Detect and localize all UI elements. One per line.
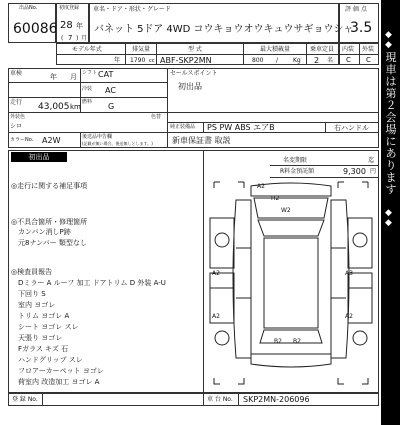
inspector-line-2: 下回り S bbox=[18, 290, 46, 298]
diamond-icon-bottom-1: ◆ bbox=[385, 208, 392, 218]
recall-label: 後送品申告欄 bbox=[82, 134, 113, 140]
reg-month: 7 bbox=[68, 34, 73, 42]
car-name-label: 車名・ドア・形状・グレード bbox=[93, 6, 171, 13]
footer-row bbox=[8, 393, 379, 406]
color-change-label: 色替 bbox=[151, 114, 162, 120]
reg-month-close: ) bbox=[76, 35, 79, 42]
defects-label: ◎不具合箇所・修理箇所 bbox=[11, 218, 88, 226]
capacity-label: 乗車定員 bbox=[310, 46, 335, 53]
inspector-line-10: 荷室内 改造加工 ヨゴレ A bbox=[18, 378, 100, 386]
fuel-value: G bbox=[108, 102, 115, 111]
mileage-value: 43,005 bbox=[38, 102, 70, 112]
eval-score: 3.5 bbox=[350, 20, 373, 36]
capacity-value: 2 bbox=[314, 56, 320, 65]
car-damage-diagram bbox=[206, 178, 376, 390]
equipment-label: 純正装備品 bbox=[170, 124, 196, 130]
ext-color-value: シロ bbox=[10, 123, 23, 130]
sales-point-value: 初出品 bbox=[178, 82, 202, 91]
marker-right-lower-a2: A2 bbox=[345, 313, 353, 320]
inspector-line-9: フロアーカーペット ヨゴレ bbox=[18, 367, 104, 375]
marker-left-a2: A2 bbox=[212, 270, 220, 277]
car-name-cell bbox=[89, 3, 354, 43]
displacement-value: 1790 bbox=[130, 57, 146, 64]
defect-line-2: 元8ナンバー 類型なし bbox=[18, 239, 87, 247]
reg-no-label: 登 録 No. bbox=[12, 396, 38, 403]
inspector-line-3: 室内 ヨゴレ bbox=[18, 301, 56, 309]
fuel-label: 燃料 bbox=[82, 99, 93, 105]
diamond-icon-bottom-2: ◆ bbox=[385, 218, 392, 228]
mileage-unit: km bbox=[70, 103, 81, 111]
payload-value: 800 bbox=[252, 57, 264, 64]
recall-note: (記載が無い場合、後送無しとします。) bbox=[82, 141, 153, 146]
first-registration-cell bbox=[56, 3, 89, 43]
warranty-limit-value: 迄 bbox=[368, 157, 375, 164]
steering-value: 右ハンドル bbox=[334, 124, 369, 132]
model-year-value: 年 bbox=[114, 57, 121, 64]
exterior-label: 外装 bbox=[362, 46, 375, 53]
reg-month-unit: 月 bbox=[81, 35, 88, 42]
marker-rear-b2-right: B2 bbox=[293, 338, 301, 345]
ext-color-label: 外装色 bbox=[10, 114, 26, 120]
shift-value: CAT bbox=[98, 70, 114, 79]
color-no-value: A2W bbox=[42, 136, 61, 145]
marker-rear-b2-left: B2 bbox=[274, 338, 282, 345]
warranty-docs: 新車保証書 取説 bbox=[172, 136, 231, 145]
inspector-line-5: シート ヨゴレ スレ bbox=[18, 323, 79, 331]
inspector-line-8: ハンドグリップ スレ bbox=[18, 356, 83, 364]
model-year-label: モデル年式 bbox=[72, 46, 102, 53]
inspection-label: 車検 bbox=[10, 70, 23, 77]
type-label: 型 式 bbox=[188, 46, 202, 53]
reg-year-unit: 年 bbox=[76, 22, 83, 30]
displacement-unit: cc bbox=[149, 58, 155, 64]
inspector-label: ◎検査員報告 bbox=[11, 268, 53, 276]
diamond-icon-top-1: ◆ bbox=[385, 30, 392, 40]
color-no-label: カラーNo. bbox=[10, 137, 34, 143]
lot-number: 60086 bbox=[13, 21, 58, 37]
interior-grade: C bbox=[346, 56, 351, 64]
mileage-label: 走行 bbox=[10, 99, 23, 106]
chassis-label: 車 台 No. bbox=[207, 396, 233, 403]
venue-banner bbox=[381, 0, 400, 425]
marker-right-a3: A3 bbox=[345, 270, 353, 277]
inspection-year-unit: 年 bbox=[50, 73, 57, 81]
recycle-unit: 円 bbox=[370, 168, 377, 175]
marker-front-a2: A2 bbox=[257, 183, 265, 190]
shift-label: シフト bbox=[82, 70, 98, 76]
eval-label: 評 価 点 bbox=[345, 6, 367, 13]
inspection-month-unit: 月 bbox=[70, 73, 77, 81]
equipment-value: PS PW ABS エアB bbox=[207, 123, 275, 132]
marker-left-lower-a2: A2 bbox=[212, 313, 220, 320]
defect-line-1: カンバン消しP跡 bbox=[18, 228, 71, 236]
recycle-label: R料金預託額 bbox=[280, 168, 315, 175]
displacement-label: 排気量 bbox=[132, 46, 151, 53]
diamond-icon-top-2: ◆ bbox=[385, 40, 392, 50]
interior-label: 内装 bbox=[342, 46, 355, 53]
marker-windshield-w2: W2 bbox=[281, 207, 291, 214]
venue-banner-text: 現車は第２会場にあります bbox=[385, 51, 397, 196]
car-name: バネット 5ドア 4WD コウキョウオウキュウサギョウシャ bbox=[94, 24, 354, 35]
first-reg-label: 初度登録 bbox=[59, 5, 80, 11]
reg-month-open: ( bbox=[61, 35, 64, 42]
inspector-line-4: トリム ヨゴレ A bbox=[18, 312, 70, 320]
lot-no-label: 出品No. bbox=[19, 5, 38, 11]
inspector-line-1: Dミラー A ルーフ 加工 ドアトリム D 外装 A-U bbox=[18, 279, 166, 287]
ac-label: 冷装 bbox=[82, 86, 93, 92]
payload-label: 最大積載量 bbox=[260, 46, 291, 53]
payload-sep: / bbox=[276, 57, 279, 64]
evaluation-cell bbox=[339, 3, 379, 43]
recycle-amount: 9,300 bbox=[343, 167, 366, 176]
payload-unit: Kg bbox=[293, 57, 301, 64]
capacity-unit: 名 bbox=[327, 57, 334, 64]
inspector-line-7: Fガラス キズ 石 bbox=[18, 345, 69, 353]
first-listing-badge: 初出品 bbox=[11, 152, 67, 162]
warranty-limit-label: 名変期限 bbox=[283, 157, 308, 164]
ac-value: AC bbox=[105, 86, 116, 95]
sales-point-label: セールスポイント bbox=[170, 70, 218, 77]
chassis-number: SKP2MN-206096 bbox=[243, 395, 310, 404]
driving-notes-label: ◎走行に関する補足事項 bbox=[11, 182, 88, 190]
marker-hood-h2: H2 bbox=[271, 195, 280, 202]
type-value: ABF-SKP2MN bbox=[160, 56, 212, 65]
exterior-grade: C bbox=[366, 56, 371, 64]
reg-year: 28 bbox=[60, 20, 73, 31]
lot-number-cell bbox=[8, 3, 56, 43]
inspector-line-6: 天張り ヨゴレ bbox=[18, 334, 63, 342]
